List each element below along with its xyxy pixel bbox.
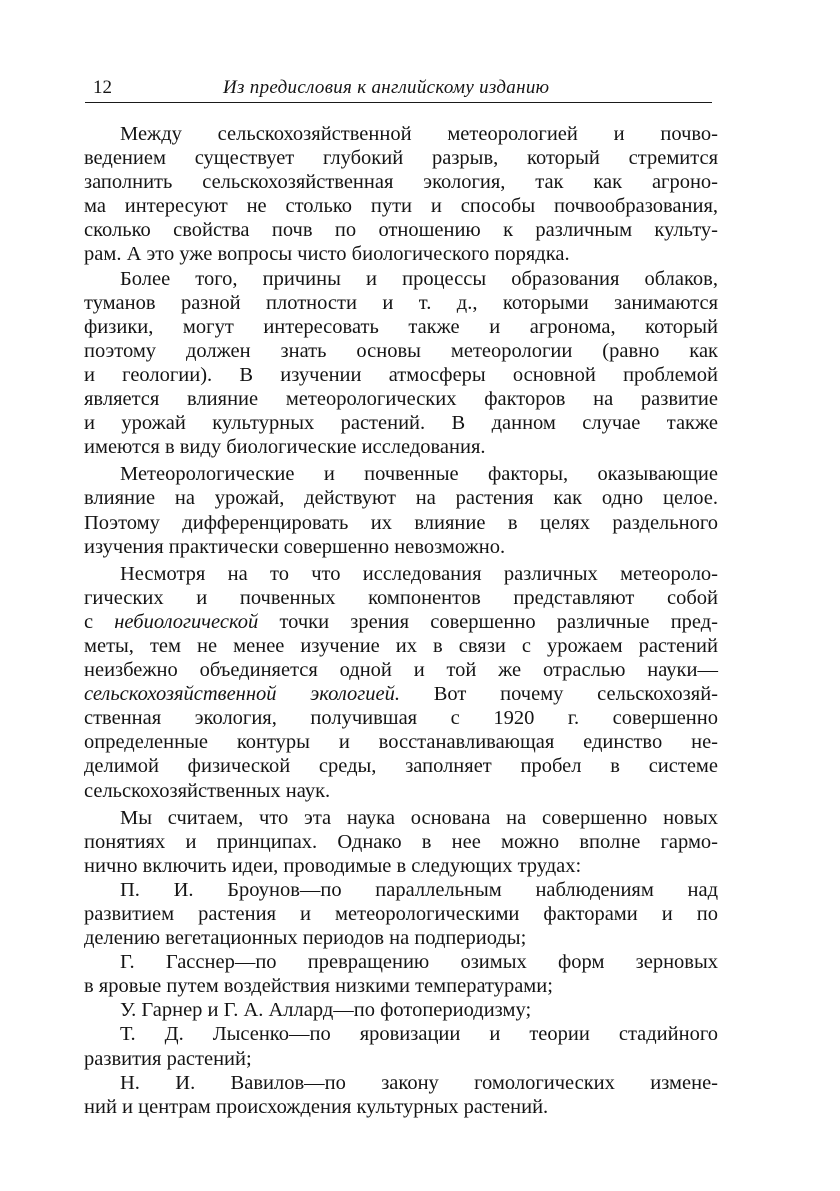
paragraph: [84, 122, 718, 267]
text-line: [84, 682, 718, 706]
text-line: ведением существует глубокий разрыв, который стремится: [84, 147, 718, 170]
text-line: ма интересуют не столько пути и способы почвообразования,: [84, 195, 718, 218]
author-name: П. И. Броунов: [120, 878, 300, 901]
text-line: делимой физической среды, заполняет пробел в системе: [84, 755, 718, 778]
text-line: [84, 1022, 718, 1046]
text-line: имеются в виду биологические исследования.: [84, 436, 486, 459]
work-description: —по параллельным наблюдениям над: [299, 878, 719, 901]
paragraph: [84, 462, 718, 558]
text-line: является влияние метеорологических факторов на развитие: [84, 388, 718, 411]
running-head-title: Из предисловия к английскому изданию: [223, 77, 550, 98]
page-number: 12: [93, 77, 112, 98]
text-line: ний и центрам происхождения культурных растений.: [84, 1095, 549, 1118]
text-line: [84, 950, 718, 974]
text-line: делению вегетационных периодов на подпериоды;: [84, 927, 527, 950]
text-line: ственная экология, получившая с 1920 г. совершенно: [84, 707, 718, 730]
work-description: —по яровизации и теории стадийного: [288, 1023, 718, 1046]
text-line: определенные контуры и восстанавливающая единство не-: [84, 731, 718, 754]
text-line: Несмотря на то что исследования различных метеороло-: [120, 562, 718, 585]
work-item: [84, 878, 718, 950]
work-description: —по фотопериодизму;: [333, 999, 532, 1022]
text-line: сельскохозяйственных наук.: [84, 779, 331, 802]
text-line: [84, 878, 718, 902]
text-line: [84, 998, 718, 1022]
running-head: [85, 76, 712, 103]
text-line: Между сельскохозяйственной метеорологией и почво-: [120, 123, 718, 145]
text-line: [84, 1071, 718, 1095]
text-line: развития растений;: [84, 1047, 252, 1070]
work-item: [84, 950, 718, 998]
text-segment: Вот почему сельскохозяй-: [400, 683, 719, 706]
text-line: Метеорологические и почвенные факторы, оказывающие: [120, 463, 718, 486]
text-segment: точки зрения совершенно различные пред-: [258, 610, 718, 633]
text-line: и геологии). В изучении атмосферы основной проблемой: [84, 363, 718, 386]
author-name: Г. Гасснер: [120, 951, 235, 974]
author-name: У. Гарнер и Г. А. Аллард: [120, 999, 334, 1022]
text-line: физики, могут интересовать также и агронома, который: [84, 315, 718, 338]
work-item: [84, 1022, 718, 1070]
works-list: [84, 878, 718, 1119]
text-line: и урожай культурных растений. В данном случае также: [84, 412, 718, 435]
text-line: туманов разной плотности и т. д., которыми занимаются: [84, 291, 718, 314]
text-line: Более того, причины и процессы образования облаков,: [120, 267, 718, 290]
italic-term: небиологической: [114, 610, 259, 633]
work-item: [84, 998, 718, 1022]
work-description: —по превращению озимых форм зерновых: [234, 951, 718, 974]
text-line: развитием растения и метеорологическими факторами и по: [84, 903, 718, 925]
text-line: [84, 610, 718, 634]
author-name: Н. И. Вавилов: [120, 1071, 305, 1094]
author-name: Т. Д. Лысенко: [120, 1023, 289, 1046]
text-line: влияние на урожай, действуют на растения как одно целое.: [84, 487, 718, 510]
italic-term: сельскохозяйственной экологией.: [84, 683, 401, 706]
text-line: изучения практически совершенно невозможно.: [84, 535, 506, 558]
text-line: неизбежно объединяется одной и той же отраслью науки—: [84, 659, 718, 682]
text-segment: с: [84, 610, 115, 633]
paragraph: [84, 267, 718, 460]
work-item: [84, 1071, 718, 1119]
text-line: Мы считаем, что эта наука основана на совершенно новых: [120, 806, 718, 829]
text-line: рам. А это уже вопросы чисто биологического порядка.: [84, 243, 570, 266]
text-line: в яровые путем воздействия низкими температурами;: [84, 975, 553, 998]
text-line: заполнить сельскохозяйственная экология, так как агроно-: [84, 171, 718, 194]
text-line: сколько свойства почв по отношению к различным культу-: [84, 219, 718, 242]
text-line: понятиях и принципах. Однако в нее можно вполне гармо-: [84, 830, 718, 853]
paragraph: [84, 562, 718, 803]
text-line: нично включить идеи, проводимые в следующих трудах:: [84, 854, 582, 877]
work-description: —по закону гомологических измене-: [304, 1071, 718, 1094]
paragraph: [84, 806, 718, 878]
text-line: поэтому должен знать основы метеорологии (равно как: [84, 339, 718, 362]
text-line: гических и почвенных компонентов представляют собой: [84, 586, 718, 609]
text-line: Поэтому дифференцировать их влияние в целях раздельного: [84, 511, 718, 534]
body-text: [84, 122, 718, 1119]
text-line: меты, тем не менее изучение их в связи с урожаем растений: [84, 634, 718, 657]
